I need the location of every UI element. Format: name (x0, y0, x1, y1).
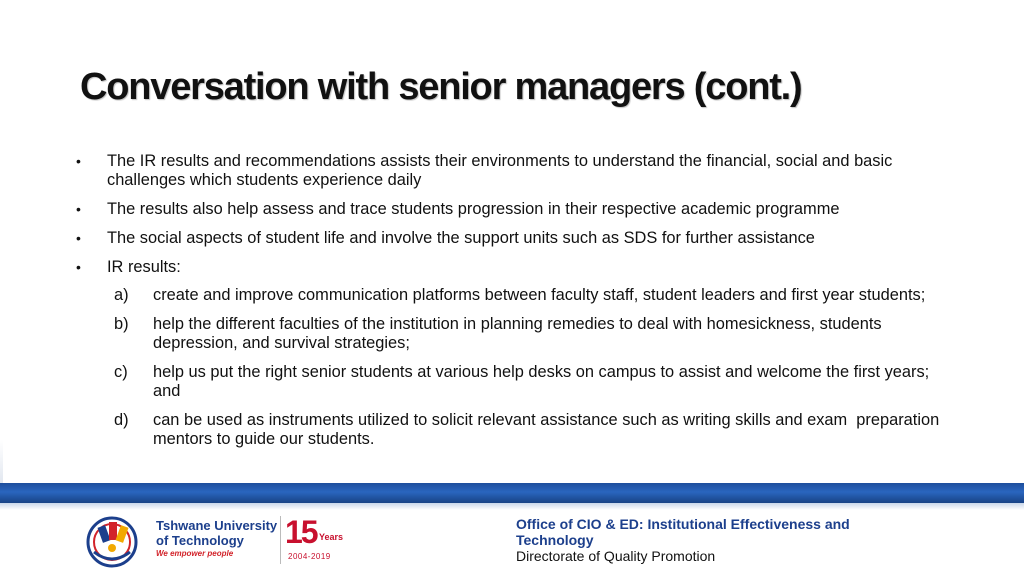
list-item-letter: d) (114, 411, 129, 429)
bullet-item (72, 229, 952, 248)
list-item (107, 411, 952, 449)
bullet-icon: • (76, 259, 81, 275)
anniversary-range: 2004-2019 (288, 552, 331, 561)
logo-divider (280, 516, 281, 564)
bullet-text: The results also help assess and trace students progression in their respective academic programme (107, 200, 840, 218)
university-tagline: We empower people (156, 549, 234, 558)
slide-content (72, 152, 952, 459)
bullet-icon: • (76, 201, 81, 217)
bullet-text: The social aspects of student life and involve the support units such as SDS for further assistance (107, 229, 815, 247)
bullet-text: The IR results and recommendations assists their environments to understand the financial, social and basic challenges which students experience daily (107, 152, 893, 189)
bullet-icon: • (76, 230, 81, 246)
bullet-item (72, 200, 952, 219)
list-item-text: help the different faculties of the institution in planning remedies to deal with homesickness, students depression, and survival strategies; (153, 315, 882, 352)
tut-emblem-icon (78, 508, 148, 570)
bullet-icon: • (76, 153, 81, 169)
university-name-line1: Tshwane University (156, 518, 278, 533)
university-logo (78, 508, 348, 572)
list-item (107, 286, 952, 305)
slide-title: Conversation with senior managers (cont.) (80, 66, 802, 108)
list-item (107, 363, 952, 401)
footer-office-info (516, 516, 896, 564)
list-item-text: help us put the right senior students at various help desks on campus to assist and welcome the first years; and (153, 363, 930, 400)
bullet-text: IR results: (107, 258, 181, 276)
footer-band (0, 483, 1024, 503)
bullet-item (72, 152, 952, 190)
list-item-text: can be used as instruments utilized to solicit relevant assistance such as writing skills and exam preparation mentors to guide our students. (153, 411, 944, 448)
anniversary-word: Years (319, 532, 344, 542)
anniversary-number: 15 (285, 514, 317, 550)
list-item-letter: b) (114, 315, 129, 333)
directorate-line: Directorate of Quality Promotion (516, 548, 716, 564)
office-line: Office of CIO & ED: Institutional Effectiveness and Technology (516, 516, 850, 548)
list-item-letter: a) (114, 286, 129, 304)
university-name-line2: of Technology (156, 533, 244, 548)
list-item-text: create and improve communication platforms between faculty staff, student leaders and first year students; (153, 286, 926, 304)
bullet-item (72, 258, 952, 277)
list-item-letter: c) (114, 363, 128, 381)
university-name (156, 518, 296, 548)
list-item (107, 315, 952, 353)
ir-results-list (107, 286, 952, 449)
